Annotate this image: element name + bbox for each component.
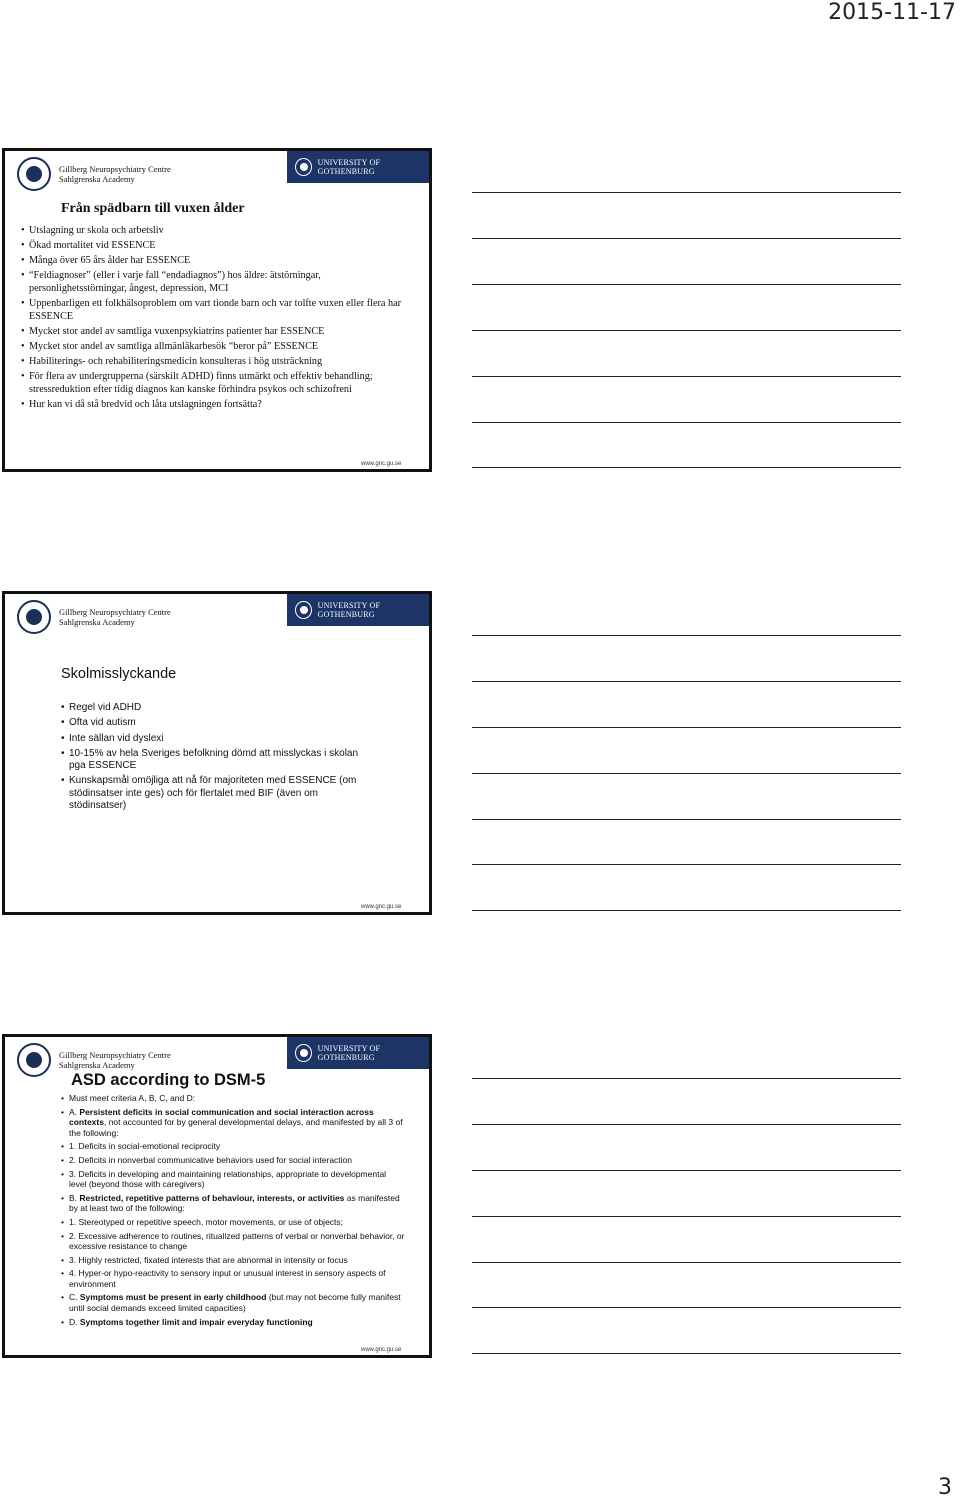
- list-item: • För flera av undergrupperna (särskilt ADHD) finns utmärkt och effektiv behandling; stressreduktion efter tidig diagnos kan kanske förhindra psykos och schizofreni: [21, 371, 419, 396]
- note-line: [472, 727, 901, 728]
- note-line: [472, 1216, 901, 1217]
- gu-seal-icon: [295, 158, 312, 176]
- list-item: • Habiliterings- och rehabiliteringsmedicin konsulteras i hög utsträckning: [21, 356, 419, 369]
- list-item: [61, 1141, 405, 1151]
- item-text: , not accounted for by general developmental delays, and manifested by all 3 of the following:: [69, 1117, 403, 1138]
- list-item: • Utslagning ur skola och arbetsliv: [21, 225, 419, 238]
- list-item: • Inte sällan vid dyslexi: [61, 733, 369, 745]
- list-item: [61, 1292, 405, 1313]
- list-item: • Många över 65 års ålder har ESSENCE: [21, 255, 419, 268]
- footer-url: www.gnc.gu.se: [361, 461, 402, 467]
- gnc-academy: Sahlgrenska Academy: [59, 1060, 135, 1070]
- list-item: [61, 1217, 405, 1227]
- item-bold: Persistent deficits in social communication and social interaction across contexts: [69, 1106, 374, 1128]
- slide-2: [2, 591, 432, 915]
- gnc-logo: [17, 157, 171, 191]
- note-line: [472, 1262, 901, 1263]
- note-line: [472, 1170, 901, 1171]
- list-item: [61, 1093, 405, 1103]
- gnc-logo: [17, 600, 171, 634]
- slide-1: [2, 148, 432, 472]
- note-line: [472, 1353, 901, 1354]
- note-line: [472, 330, 901, 331]
- gu-name: UNIVERSITY OF GOTHENBURG: [317, 158, 381, 176]
- list-item: • Regel vid ADHD: [61, 702, 369, 714]
- note-line: [472, 192, 901, 193]
- item-bold: Symptoms together limit and impair everyday functioning: [79, 1316, 313, 1327]
- note-line: [472, 635, 901, 636]
- note-line: [472, 1307, 901, 1308]
- gu-banner: [287, 594, 429, 626]
- gu-banner: [287, 1037, 429, 1069]
- slide-3: [2, 1034, 432, 1358]
- item-bold: Restricted, repetitive patterns of behaviour, interests, or activities: [79, 1192, 345, 1203]
- item-text: 2. Deficits in nonverbal communicative behaviors used for social interaction: [69, 1154, 352, 1165]
- list-item: [61, 1107, 405, 1138]
- note-line: [472, 910, 901, 911]
- gnc-name: Gillberg Neuropsychiatry Centre: [59, 607, 171, 617]
- gnc-academy: Sahlgrenska Academy: [59, 174, 135, 184]
- gnc-seal-icon: [17, 600, 51, 634]
- page-date: 2015-11-17: [828, 0, 956, 25]
- slide-title: Skolmisslyckande: [61, 666, 177, 682]
- list-item: • “Feldiagnoser” (eller i varje fall “endadiagnos”) hos äldre: ätstörningar, personlighetsstörningar, ångest, depression, MCI: [21, 270, 419, 295]
- item-prefix: A.: [69, 1106, 80, 1117]
- item-prefix: D.: [69, 1316, 80, 1327]
- bullet-list: [61, 702, 369, 815]
- item-text: 4. Hyper-or hypo-reactivity to sensory input or unusual interest in sensory aspects of environment: [69, 1268, 386, 1289]
- item-bold: Symptoms must be present in early childhood: [79, 1292, 267, 1303]
- gu-name: UNIVERSITY OF GOTHENBURG: [317, 1044, 381, 1062]
- note-line: [472, 1124, 901, 1125]
- gnc-seal-icon: [17, 157, 51, 191]
- note-line: [472, 238, 901, 239]
- list-item: [61, 1193, 405, 1214]
- list-item: [61, 1317, 405, 1327]
- list-item: • Mycket stor andel av samtliga allmänläkarbesök “beror på” ESSENCE: [21, 341, 419, 354]
- list-item: • 10-15% av hela Sveriges befolkning dömd att misslyckas i skolan pga ESSENCE: [61, 748, 369, 773]
- bullet-list: [21, 225, 419, 414]
- gnc-academy: Sahlgrenska Academy: [59, 617, 135, 627]
- gnc-name: Gillberg Neuropsychiatry Centre: [59, 164, 171, 174]
- list-item: • Hur kan vi då stå bredvid och låta utslagningen fortsätta?: [21, 399, 419, 412]
- gu-name: UNIVERSITY OF GOTHENBURG: [317, 601, 381, 619]
- note-line: [472, 681, 901, 682]
- gnc-seal-icon: [17, 1043, 51, 1077]
- list-item: [61, 1268, 405, 1289]
- gu-banner: [287, 151, 429, 183]
- slide-title: Från spädbarn till vuxen ålder: [61, 201, 245, 216]
- slide-title: ASD according to DSM-5: [71, 1071, 266, 1089]
- list-item: [61, 1231, 405, 1252]
- item-text: as manifested by at least two of the following:: [69, 1192, 400, 1214]
- item-text: 1. Deficits in social-emotional reciprocity: [69, 1141, 221, 1152]
- list-item: • Mycket stor andel av samtliga vuxenpsykiatrins patienter har ESSENCE: [21, 326, 419, 339]
- list-item: • Ökad mortalitet vid ESSENCE: [21, 240, 419, 253]
- item-text: 1. Stereotyped or repetitive speech, motor movements, or use of objects;: [69, 1216, 344, 1227]
- page-number: 3: [938, 1475, 952, 1500]
- note-line: [472, 422, 901, 423]
- note-line: [472, 819, 901, 820]
- note-line: [472, 773, 901, 774]
- note-line: [472, 467, 901, 468]
- item-text: 2. Excessive adherence to routines, ritualized patterns of verbal or nonverbal behavior, or excessive resistance to change: [69, 1230, 405, 1251]
- item-text: (but may not become fully manifest until social demands exceed limited capacities): [69, 1292, 401, 1313]
- note-line: [472, 864, 901, 865]
- list-item: [61, 1255, 405, 1265]
- gnc-name: Gillberg Neuropsychiatry Centre: [59, 1050, 171, 1060]
- footer-url: www.gnc.gu.se: [361, 904, 402, 910]
- item-text: 3. Highly restricted, fixated interests that are abnormal in intensity or focus: [69, 1254, 348, 1265]
- list-item: • Ofta vid autism: [61, 717, 369, 729]
- note-line: [472, 1078, 901, 1079]
- footer-url: www.gnc.gu.se: [361, 1347, 402, 1353]
- note-line: [472, 376, 901, 377]
- gu-seal-icon: [295, 1044, 312, 1062]
- item-text: 3. Deficits in developing and maintaining relationships, appropriate to developmental level (beyond those with caregivers): [69, 1168, 387, 1190]
- note-line: [472, 284, 901, 285]
- list-item: [61, 1169, 405, 1190]
- list-item: [61, 1155, 405, 1165]
- item-text: Must meet criteria A, B, C, and D:: [69, 1093, 196, 1103]
- list-item: • Kunskapsmål omöjliga att nå för majoriteten med ESSENCE (om stödinsatser inte ges) och för flertalet med BIF (även om stödinsatser): [61, 775, 369, 812]
- list-item: • Uppenbarligen ett folkhälsoproblem om vart tionde barn och var tolfte vuxen eller flera har ESSENCE: [21, 298, 419, 323]
- bullet-list: [61, 1093, 405, 1330]
- item-prefix: C.: [69, 1292, 80, 1303]
- item-prefix: B.: [69, 1192, 80, 1203]
- gu-seal-icon: [295, 601, 312, 619]
